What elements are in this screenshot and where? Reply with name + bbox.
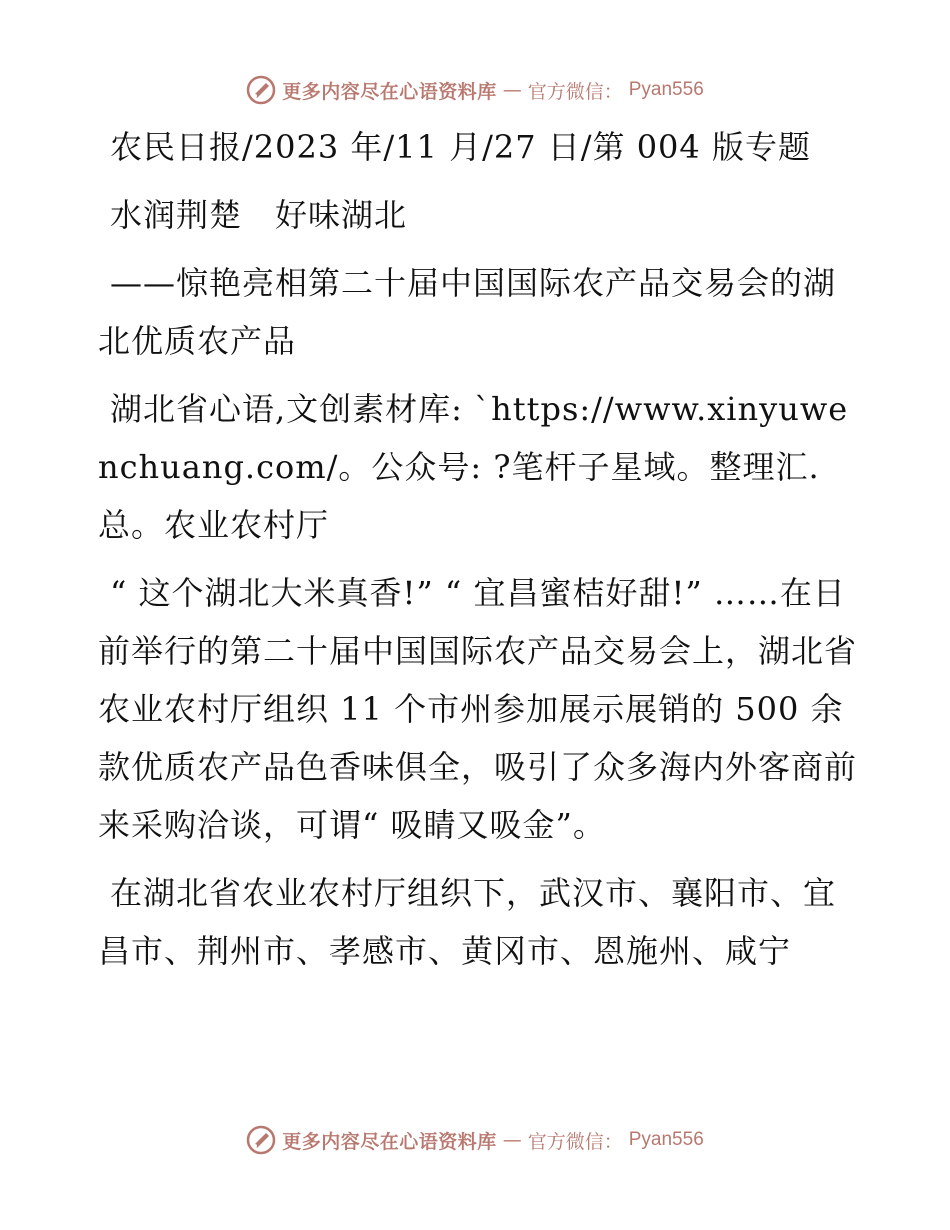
watermark-separator: — [502,1129,522,1151]
watermark-text: 更多内容尽在心语资料库 [282,1130,497,1153]
article-title: 水润荆楚 好味湖北 [110,196,408,234]
watermark-wechat-label: 官方微信： [527,80,623,103]
watermark-separator: — [502,79,522,101]
watermark-banner-bottom [0,1120,950,1160]
watermark-text: 更多内容尽在心语资料库 [282,80,497,103]
article-subtitle: ——惊艳亮相第二十届中国国际农产品交易会的湖北优质农产品 [98,264,837,360]
watermark-wechat-id: Pyan556 [628,79,704,100]
article-source: 湖北省心语,文创素材库: `https://www.xinyuwenchuang.com/。公众号: ?笔杆子星域。整理汇.总。农业农村厅 [98,390,849,544]
article-paragraph-2: 在湖北省农业农村厅组织下，武汉市、襄阳市、宜昌市、荆州市、孝感市、黄冈市、恩施州、咸宁 [98,874,837,970]
watermark-wechat-label: 官方微信： [527,1130,623,1153]
article-body [98,118,858,990]
quill-seal-icon [246,1125,276,1155]
article-dateline: 农民日报/2023 年/11 月/27 日/第 004 版专题 [110,128,811,166]
article-paragraph-1: “ 这个湖北大米真香!” “ 宜昌蜜桔好甜!” ……在日前举行的第二十届中国国际农产品交易会上，湖北省农业农村厅组织 11 个市州参加展示展销的 500 余款优质农产品色香味俱全，吸引了众多海内外客商前来采购洽谈，可谓“ 吸睛又吸金”。 [98,574,858,844]
quill-seal-icon [246,75,276,105]
watermark-wechat-id: Pyan556 [628,1129,704,1150]
watermark-banner-top [0,70,950,110]
